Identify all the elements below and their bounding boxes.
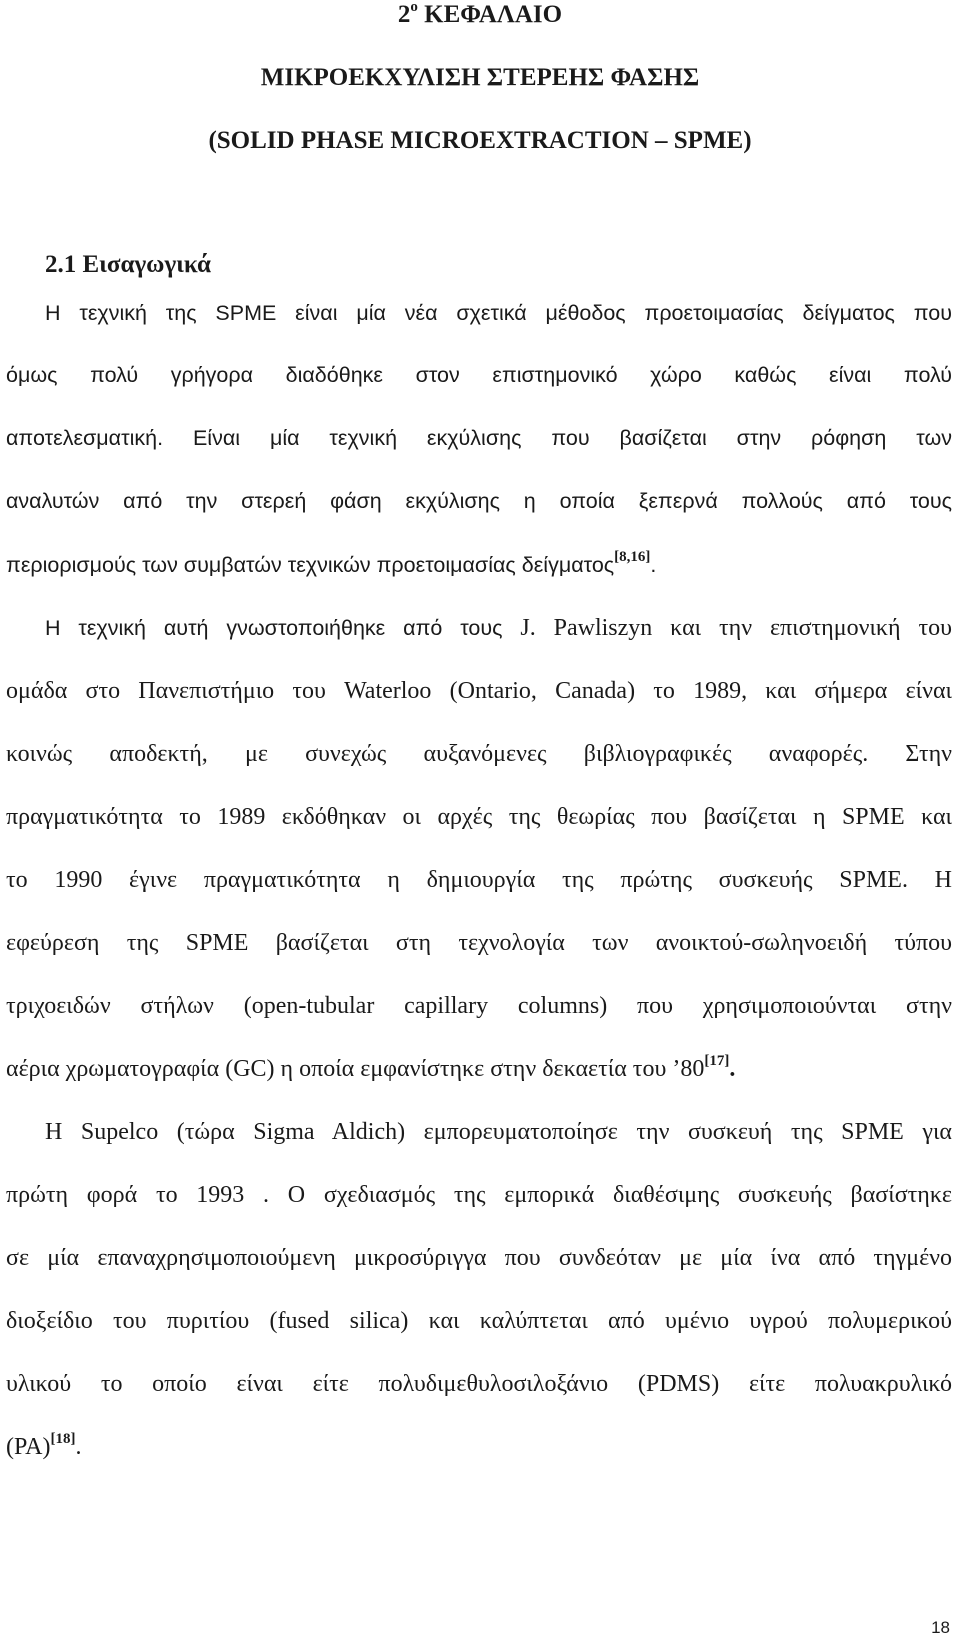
paragraph1-line5-end: . [650,553,657,577]
paragraph2-line6: εφεύρεση της SPME βασίζεται στη τεχνολογία των ανοικτού-σωληνοειδή τύπου [6,930,952,956]
paragraph1-line5 [6,549,952,581]
chapter-title-english: (SOLID PHASE MICROEXTRACTION – SPME) [208,127,752,154]
paragraph3-line4: διοξείδιο του πυριτίου (fused silica) και καλύπτεται από υμένιο υγρού πολυμερικού [6,1308,952,1334]
paragraph3-line2: πρώτη φορά το 1993 . Ο σχεδιασμός της εμπορικά διαθέσιμης συσκευής βασίστηκε [6,1182,952,1208]
chapter-word: ΚΕΦΑΛΑΙΟ [424,1,563,28]
section-title: 2.1 Εισαγωγικά [45,251,212,278]
paragraph2-line8-end: . [729,1056,736,1082]
paragraph3-line6 [6,1431,952,1463]
citation-18: [18] [50,1431,76,1447]
paragraph2-line8-text: αέρια χρωματογραφία (GC) η οποία εμφανίστηκε στην δεκαετία του ’80 [6,1056,705,1082]
paragraph2-line7: τριχοειδών στήλων (open-tubular capillary columns) που χρησιμοποιούνται στην [6,993,952,1019]
paragraph2-line1-a: Η τεχνική αυτή γνωστοποιήθηκε από τους [45,616,521,640]
paragraph3-line6-end: . [75,1434,82,1460]
paragraph1-line3: αποτελεσματική. Είναι μία τεχνική εκχύλισης που βασίζεται στην ρόφηση των [6,426,952,450]
citation-8-16: [8,16] [614,549,651,565]
paragraph2-line5: το 1990 έγινε πραγματικότητα η δημιουργία της πρώτης συσκευής SPME. Η [6,867,952,893]
chapter-heading [0,0,960,33]
paragraph1-line2: όμως πολύ γρήγορα διαδόθηκε στον επιστημονικό χώρο καθώς είναι πολύ [6,363,952,387]
paragraph3-line6-text: (PA) [6,1434,51,1460]
paragraph3-line1: Η Supelco (τώρα Sigma Aldich) εμπορευματοποίησε την συσκευή της SPME για [45,1119,952,1145]
paragraph3-line3: σε μία επαναχρησιμοποιούμενη μικροσύριγγα που συνδεόταν με μία ίνα από τηγμένο [6,1245,952,1271]
citation-17: [17] [704,1053,730,1069]
paragraph2-line4: πραγματικότητα το 1989 εκδόθηκαν οι αρχές της θεωρίας που βασίζεται η SPME και [6,804,952,830]
paragraph1-line1: Η τεχνική της SPME είναι μία νέα σχετικά μέθοδος προετοιμασίας δείγματος που [45,301,952,325]
chapter-superscript: ο [410,0,418,15]
paragraph2-line2: ομάδα στο Πανεπιστήμιο του Waterloo (Ontario, Canada) το 1989, και σήμερα είναι [6,678,952,704]
paragraph2-line8 [6,1053,952,1085]
chapter-number: 2 [397,1,411,28]
paragraph1-line4: αναλυτών από την στερεή φάση εκχύλισης η οποία ξεπερνά πολλούς από τους [6,489,952,513]
paragraph2-line1-b: J. Pawliszyn και την επιστημονική του [520,615,952,641]
paragraph2-line3: κοινώς αποδεκτή, με συνεχώς αυξανόμενες βιβλιογραφικές αναφορές. Στην [6,741,952,767]
paragraph3-line5: υλικού το οποίο είναι είτε πολυδιμεθυλοσιλοξάνιο (PDMS) είτε πολυακρυλικό [6,1371,952,1397]
chapter-title-greek: ΜΙΚΡΟΕΚΧΥΛΙΣΗ ΣΤΕΡΕΗΣ ΦΑΣΗΣ [260,64,700,91]
paragraph2-line1 [45,612,952,644]
paragraph1-line5-text: περιορισμούς των συμβατών τεχνικών προετοιμασίας δείγματος [6,553,615,577]
page-number: 18 [931,1618,950,1637]
